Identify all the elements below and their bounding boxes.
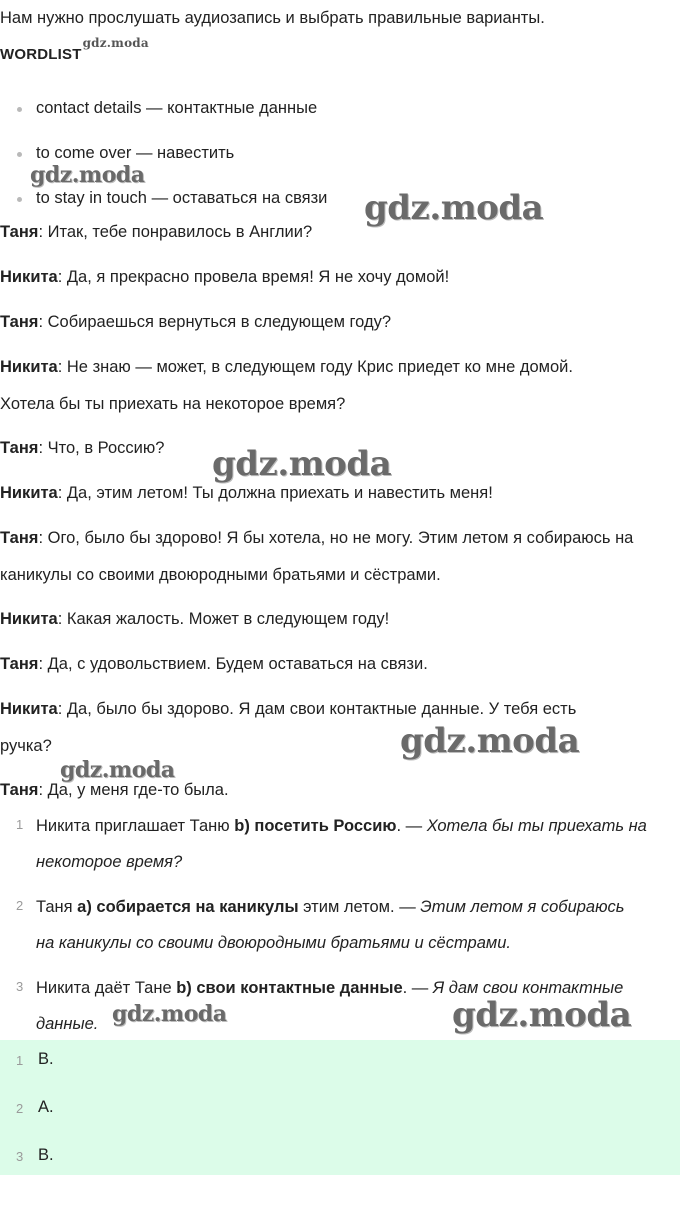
watermark: gdz.moda [400, 721, 580, 761]
watermark: gdz.moda [452, 995, 632, 1035]
watermark: gdz.moda [212, 444, 392, 484]
wordlist-item: to come over — навестить [0, 141, 327, 186]
dialogue-line-cont: ручка? [0, 737, 52, 755]
answer-row: 3 B. [16, 1146, 54, 1164]
dialogue-line: Таня: Ого, было бы здорово! Я бы хотела, но не могу. Этим летом я собираюсь на [0, 529, 634, 547]
dialogue-line: Никита: Да, было бы здорово. Я дам свои контактные данные. У тебя есть [0, 700, 577, 718]
dialogue-line: Таня: Собираешься вернуться в следующем году? [0, 313, 392, 331]
speaker: Таня [0, 655, 39, 673]
wordlist-item: to stay in touch — оставаться на связи [0, 186, 327, 231]
answer-row: 2 A. [16, 1098, 54, 1116]
item-number: 1 [16, 817, 24, 832]
watermark: gdz.moda [82, 36, 149, 50]
answer-row: 1 B. [16, 1050, 54, 1068]
bullet-icon [17, 107, 22, 112]
watermark: gdz.moda [30, 162, 145, 188]
speaker: Никита [0, 358, 58, 376]
dialogue-line: Никита: Не знаю — может, в следующем году Крис приедет ко мне домой. [0, 358, 573, 376]
bullet-icon [17, 152, 22, 157]
item-number: 2 [16, 898, 24, 913]
wordlist-title: $WORDLIST^{gdz.moda}$ [0, 36, 149, 63]
dialogue-line: Никита: Да, этим летом! Ты должна приехать и навестить меня! [0, 484, 493, 502]
watermark: gdz.moda [364, 188, 544, 228]
dialogue-line-cont: Хотела бы ты приехать на некоторое время? [0, 395, 346, 413]
speaker: Таня [0, 223, 39, 241]
dialogue-line: Таня: Да, с удовольствием. Будем оставаться на связи. [0, 655, 428, 673]
bullet-icon [17, 197, 22, 202]
dialogue-line: Таня: Итак, тебе понравилось в Англии? [0, 223, 313, 241]
speaker: Никита [0, 700, 58, 718]
speaker: Таня [0, 313, 39, 331]
dialogue-line: Никита: Да, я прекрасно провела время! Я не хочу домой! [0, 268, 450, 286]
watermark: gdz.moda [60, 757, 175, 783]
speaker: Никита [0, 610, 58, 628]
item-number: 3 [16, 979, 24, 994]
dialogue-line: Таня: Да, у меня где-то была. [0, 781, 229, 799]
speaker: Таня [0, 529, 39, 547]
answers-block [0, 1040, 680, 1175]
item-text: Таня а) собирается на каникулы этим летом. — Этим летом я собираюсь на каникулы со своими двоюродными братьями и сёстрами. [36, 898, 625, 952]
dialogue-line: Никита: Какая жалость. Может в следующем году! [0, 610, 390, 628]
wordlist-item: contact details — контактные данные [0, 96, 327, 141]
dialogue-line-cont: каникулы со своими двоюродными братьями и сёстрами. [0, 566, 441, 584]
watermark: gdz.moda [112, 1001, 227, 1027]
task-description: Нам нужно прослушать аудиозапись и выбрать правильные варианты. [0, 9, 545, 27]
speaker: Никита [0, 484, 58, 502]
item-text: Никита приглашает Таню b) посетить Россию. — Хотела бы ты приехать на некоторое время? [36, 817, 647, 871]
dialogue-line: Таня: Что, в Россию? [0, 439, 165, 457]
speaker: Таня [0, 439, 39, 457]
item-text: Никита даёт Тане b) свои контактные данные. — Я дам свои контактные данные. [36, 979, 624, 1033]
speaker: Никита [0, 268, 58, 286]
speaker: Таня [0, 781, 39, 799]
